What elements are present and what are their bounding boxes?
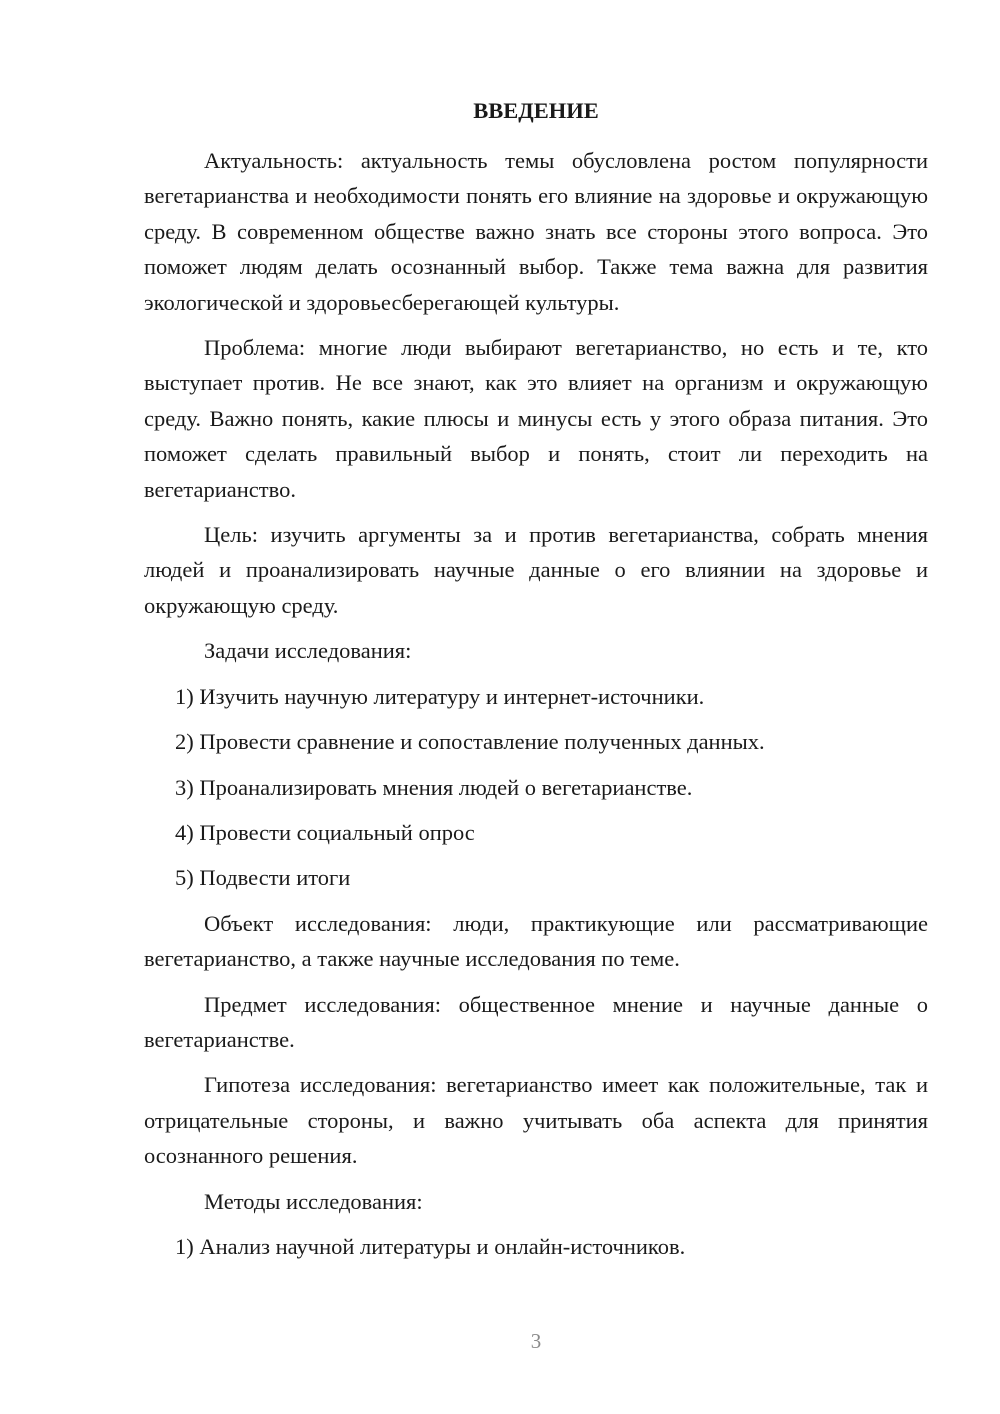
- page-number: 3: [530, 1329, 542, 1353]
- task-item: 2) Провести сравнение и сопоставление полученных данных.: [175, 729, 765, 755]
- paragraph-goal: Цель: изучить аргументы за и против вегетарианства, собрать мнения людей и проанализировать научные данные о его влиянии на здоровье и окружающую среду.: [144, 522, 928, 618]
- page-title: ВВЕДЕНИЕ: [473, 98, 599, 123]
- paragraph-relevance: Актуальность: актуальность темы обусловлена ростом популярности вегетарианства и необходимости понять его влияние на здоровье и окружающую среду. В современном обществе важно знать все стороны этого вопроса. Это поможет людям делать осознанный выбор. Также тема важна для развития экологической и здоровьесберегающей культуры.: [144, 148, 928, 315]
- paragraph-subject: Предмет исследования: общественное мнение и научные данные о вегетарианстве.: [144, 991, 928, 1052]
- task-item: 3) Проанализировать мнения людей о вегетарианстве.: [175, 774, 693, 800]
- task-item: 5) Подвести итоги: [175, 865, 351, 891]
- paragraph-object: Объект исследования: люди, практикующие или рассматривающие вегетарианство, а также научные исследования по теме.: [144, 910, 928, 972]
- method-item: 1) Анализ научной литературы и онлайн-источников.: [175, 1233, 686, 1259]
- task-item: 1) Изучить научную литературу и интернет-источники.: [175, 683, 705, 709]
- paragraph-problem: Проблема: многие люди выбирают вегетарианство, но есть и те, кто выступает против. Не все знают, как это влияет на организм и окружающую среду. Важно понять, какие плюсы и минусы есть у этого образа питания. Это поможет сделать правильный выбор и понять, стоит ли переходить на вегетарианство.: [144, 335, 928, 502]
- paragraph-hypothesis: Гипотеза исследования: вегетарианство имеет как положительные, так и отрицательные стороны, и важно учитывать оба аспекта для принятия осознанного решения.: [144, 1072, 928, 1169]
- document-body: [144, 143, 928, 1274]
- tasks-heading: Задачи исследования:: [204, 638, 412, 664]
- task-item: 4) Провести социальный опрос: [175, 819, 475, 845]
- methods-heading: Методы исследования:: [204, 1188, 423, 1214]
